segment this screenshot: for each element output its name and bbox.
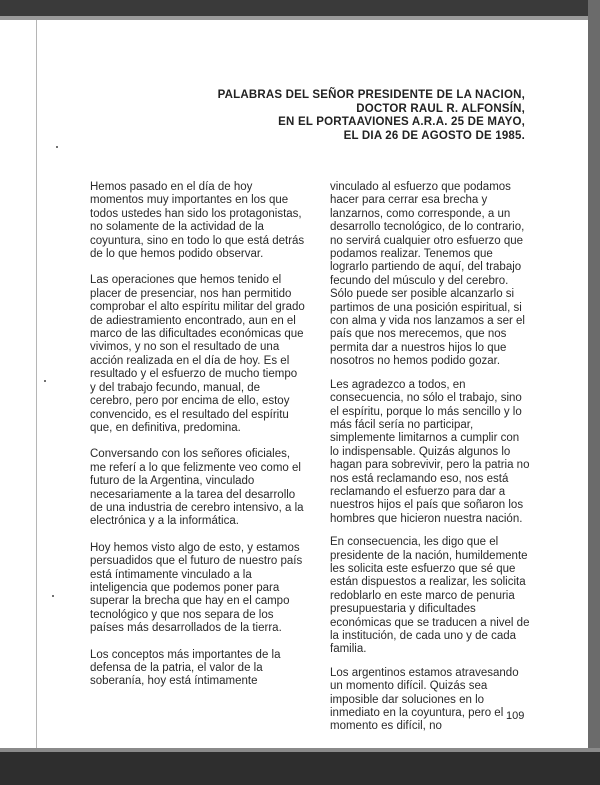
- right-column: [330, 181, 530, 744]
- paragraph: vinculado al esfuerzo que podamos hacer para cerrar esa brecha y lanzarnos, como corresponde, a un desarrollo tecnológico, de lo contrario, no servirá cualquier otro esfuerzo que podamos realizar. Tenemos que lograrlo partiendo de aquí, del trabajo fecundo del músculo y del cerebro. Sólo puede ser posible alcanzarlo si partimos de una posición espiritual, si con alma y vida nos lanzamos a ser el país que nos merecemos, que nos permita dar a nuestros hijos lo que nosotros no hemos podido gozar.: [330, 181, 525, 368]
- scan-border-right: [588, 0, 600, 785]
- heading-line-3: EN EL PORTAAVIONES A.R.A. 25 DE MAYO,: [278, 116, 525, 129]
- scan-speck: [44, 380, 46, 382]
- page-number: 109: [506, 710, 525, 722]
- heading-line-1: PALABRAS DEL SEÑOR PRESIDENTE DE LA NACION,: [217, 89, 525, 101]
- paragraph: Hoy hemos visto algo de esto, y estamos persuadidos que el futuro de nuestro país está íntimamente vinculado a la inteligencia que podemos poner para superar la brecha que hay en el campo tecnológico y que nos separa de los países más desarrollados de la tierra.: [90, 541, 303, 635]
- speech-heading: [145, 89, 525, 143]
- scan-border-bottom: [0, 752, 600, 785]
- heading-line-2: DOCTOR RAUL R. ALFONSÍN,: [356, 102, 525, 115]
- scan-speck: [56, 146, 58, 148]
- scan-border-top: [0, 0, 600, 16]
- paragraph: Conversando con los señores oficiales, me referí a lo que felizmente veo como el futuro de la Argentina, vinculado necesariamente a la tarea del desarrollo de una industria de cerebro intensivo, a la electrónica y a la informática.: [90, 448, 304, 528]
- paragraph: Hemos pasado en el día de hoy momentos muy importantes en los que todos ustedes han sido los protagonistas, no solamente de la actividad de la coyuntura, sino en todo lo que está detrás de lo que hemos podido observar.: [90, 181, 305, 261]
- paragraph: Los argentinos estamos atravesando un momento difícil. Quizás sea imposible dar soluciones en lo inmediato en la coyuntura, pero el momento es difícil, no: [330, 666, 519, 733]
- scan-border-top-edge: [0, 16, 600, 20]
- paragraph: Los conceptos más importantes de la defensa de la patria, el valor de la soberanía, hoy está íntimamente: [90, 648, 281, 688]
- heading-line-4: EL DIA 26 DE AGOSTO DE 1985.: [343, 129, 525, 142]
- left-column: [90, 181, 305, 702]
- scan-speck: [52, 595, 54, 597]
- page-left-edge: [36, 20, 37, 748]
- paragraph: En consecuencia, les digo que el presidente de la nación, humildemente les solicita este esfuerzo que sé que están dispuestos a realizar, les solicita redoblarlo en este marco de penuria presupuestaria y dificultades económicas que se traducen a nivel de la institución, de cada uno y de cada familia.: [330, 536, 530, 656]
- paragraph: Las operaciones que hemos tenido el placer de presenciar, nos han permitido comprobar el alto espíritu militar del grado de adiestramiento encontrado, aun en el marco de las dificultades económicas que vivimos, y no son el resultado de una acción realizada en el día de hoy. Es el resultado y el esfuerzo de mucho tiempo y del trabajo fecundo, manual, de cerebro, pero por encima de ello, estoy convencido, es el resultado del espíritu que, en definitiva, predomina.: [90, 274, 305, 434]
- paragraph: Les agradezco a todos, en consecuencia, no sólo el trabajo, sino el espíritu, porque lo más sencillo y lo más fácil sería no participar, simplemente limitarnos a cumplir con lo indispensable. Quizás algunos lo hagan para sobrevivir, pero la patria no nos está reclamando eso, nos está reclamando el esfuerzo para dar a nuestros hijos el país que soñaron los hombres que hicieron nuestra nación.: [330, 378, 530, 525]
